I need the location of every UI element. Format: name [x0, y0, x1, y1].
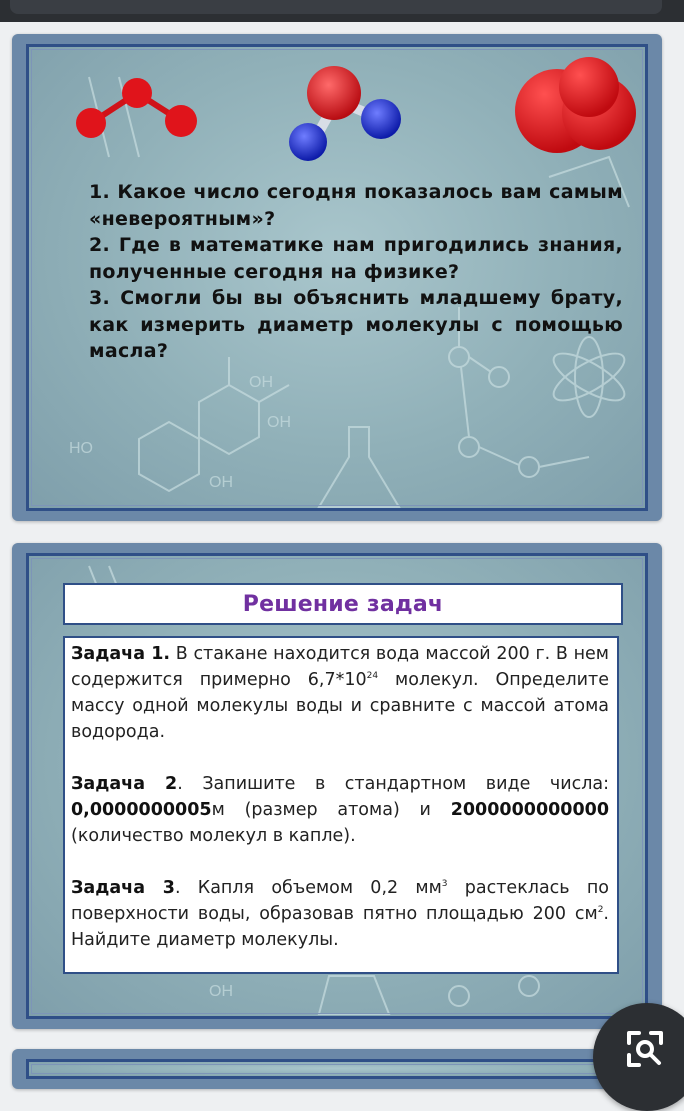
- task-3-text-mid: растеклась по поверхности воды, образовав пятно площадью 200 см: [71, 878, 610, 924]
- task-1: [71, 641, 609, 745]
- svg-text:OH: OH: [267, 414, 291, 431]
- slide-reflection-questions: [12, 34, 662, 521]
- question-3: 3. Смогли бы вы объяснить младшему брату, как измерить диаметр молекулы с помощью масла?: [89, 287, 623, 362]
- task-2-text-mid: м (размер атома) и: [211, 800, 451, 820]
- question-1: 1. Какое число сегодня показалось вам самым «невероятным»?: [89, 181, 623, 230]
- slide-next-partial: [12, 1049, 662, 1089]
- svg-text:OH: OH: [209, 474, 233, 491]
- svg-text:HO: HO: [69, 440, 93, 457]
- slide-frame: [26, 553, 648, 1019]
- top-bar-tab: [10, 0, 662, 14]
- task-2-label: Задача 2: [71, 774, 178, 794]
- task-1-exponent: 24: [366, 671, 379, 681]
- task-2-text: . Запишите в стандартном виде числа:: [177, 774, 610, 794]
- task-3-exponent-1: 3: [441, 879, 448, 889]
- task-1-text: В стакане находится вода массой 200 г. В нем содержится примерно 6,7*10: [71, 644, 609, 690]
- task-2-number-1: 0,0000000005: [71, 800, 212, 820]
- task-2-number-2: 2000000000000: [450, 800, 609, 820]
- lens-search-button[interactable]: [593, 1003, 684, 1111]
- task-1-label: Задача 1.: [71, 644, 171, 664]
- slide-title: Решение задач: [242, 591, 444, 617]
- question-2: 2. Где в математике нам пригодились знания, полученные сегодня на физике?: [89, 234, 623, 283]
- tasks-box: [63, 636, 619, 974]
- task-2-text-end: (количество молекул в капле).: [71, 826, 356, 846]
- reflection-questions: [89, 179, 623, 365]
- task-3-label: Задача 3: [71, 878, 175, 898]
- task-3-exponent-2: 2: [597, 905, 604, 915]
- task-1-text-end: молекул. Определите массу одной молекулы воды и сравните с массой атома водорода.: [71, 670, 609, 742]
- lens-search-icon: [621, 1025, 669, 1073]
- task-3: [71, 875, 609, 953]
- slide-title-box: [63, 583, 623, 625]
- svg-text:OH: OH: [209, 983, 233, 1000]
- task-3-text-end: . Найдите диаметр молекулы.: [71, 904, 609, 950]
- top-status-bar: [0, 0, 684, 22]
- slide-frame: [26, 1059, 648, 1079]
- task-3-text: . Капля объемом 0,2 мм: [174, 878, 442, 898]
- slide-frame: [26, 44, 648, 511]
- svg-text:OH: OH: [249, 374, 273, 391]
- slide-problem-solving: [12, 543, 662, 1029]
- task-2: [71, 771, 609, 849]
